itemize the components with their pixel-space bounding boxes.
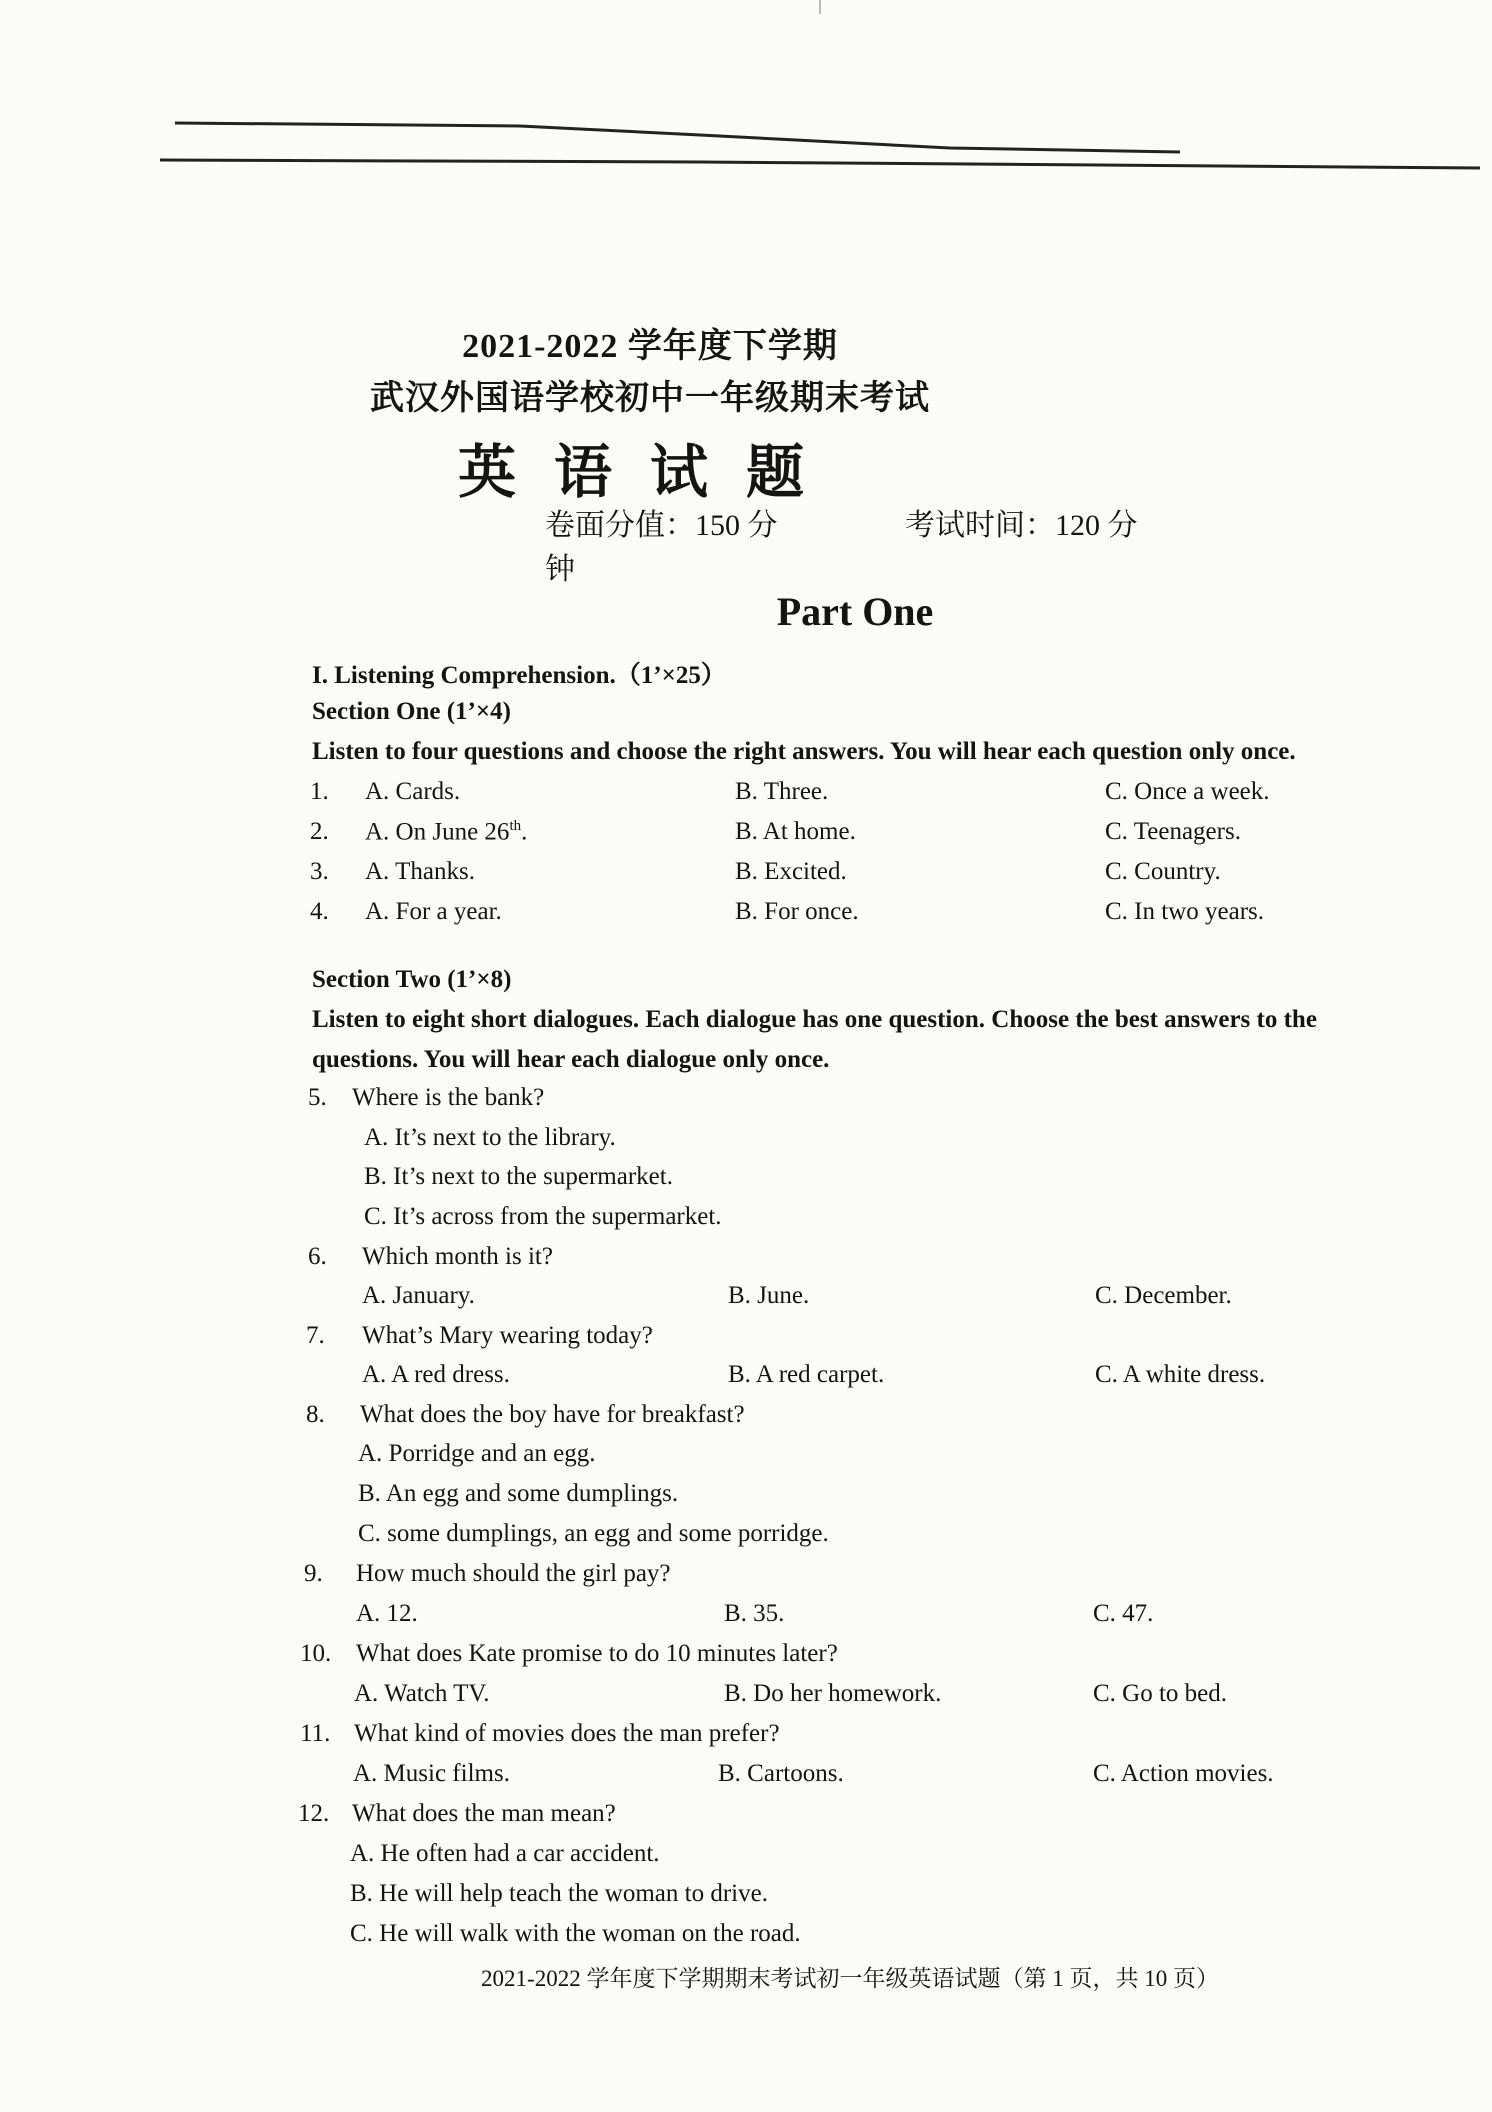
question-number: 10. [300,1640,332,1667]
option-a: A. Cards. [365,778,461,805]
option-b: B. At home. [735,818,856,845]
option-b: B. Three. [735,778,829,805]
page-footer: 2021-2022 学年度下学期期末考试初一年级英语试题（第 1 页，共 10 页） [481,1966,1219,1991]
question-number: 6. [308,1243,327,1270]
question-text: Where is the bank? [352,1084,545,1111]
option-a: A. A red dress. [362,1361,510,1388]
option-b: B. For once. [735,898,859,925]
option-c: C. Action movies. [1093,1760,1274,1787]
question-text: What does the boy have for breakfast? [360,1401,745,1428]
header-year-term: 2021-2022 学年度下学期 [462,328,838,365]
score-label: 卷面分值：150 分 [545,509,778,542]
question-text: What does Kate promise to do 10 minutes later? [356,1640,838,1667]
option-a: A. Porridge and an egg. [358,1440,596,1467]
option-c: C. some dumplings, an egg and some porridge. [358,1520,829,1547]
question-text: What kind of movies does the man prefer? [354,1720,780,1747]
option-a: A. Music films. [353,1760,510,1787]
option-a: A. January. [362,1282,475,1309]
option-c: C. 47. [1093,1600,1154,1627]
section-two-instruction-2: questions. You will hear each dialogue only once. [312,1046,830,1073]
option-b: B. Excited. [735,858,847,885]
question-number: 2. [310,818,329,845]
option-c: C. He will walk with the woman on the road. [350,1920,801,1947]
option-a: A. Watch TV. [354,1680,490,1707]
option-b: B. June. [728,1282,810,1309]
question-number: 8. [306,1401,325,1428]
scan-rule-lines [0,0,1492,200]
header-subject: 英语试题 [457,440,842,505]
question-text: Which month is it? [362,1243,553,1270]
option-c: C. It’s across from the supermarket. [364,1203,722,1230]
option-a: A. It’s next to the library. [364,1124,616,1151]
option-b: B. An egg and some dumplings. [358,1480,679,1507]
option-c: C. A white dress. [1095,1361,1266,1388]
question-text: How much should the girl pay? [356,1560,671,1587]
option-c: C. Teenagers. [1105,818,1241,845]
section-one-instruction: Listen to four questions and choose the right answers. You will hear each question only once. [312,738,1296,765]
section-two-instruction-1: Listen to eight short dialogues. Each dialogue has one question. Choose the best answers to the [312,1006,1317,1033]
option-b: B. Cartoons. [718,1760,844,1787]
option-c: C. Country. [1105,858,1221,885]
option-b: B. He will help teach the woman to drive. [350,1880,768,1907]
option-a: A. For a year. [365,898,502,925]
question-number: 12. [298,1800,330,1827]
question-number: 7. [306,1322,325,1349]
option-a: A. On June 26th. [365,818,528,846]
option-c: C. Once a week. [1105,778,1270,805]
section-two-title: Section Two (1’×8) [312,966,512,993]
option-c: C. December. [1095,1282,1232,1309]
header-meta [545,500,1145,588]
option-a: A. 12. [356,1600,418,1627]
question-number: 5. [308,1084,327,1111]
part-title: Part One [776,589,934,634]
section-heading: I. Listening Comprehension.（1’×25） [312,662,726,689]
option-b: B. A red carpet. [728,1361,885,1388]
question-text: What does the man mean? [352,1800,616,1827]
option-b: B. 35. [724,1600,785,1627]
question-number: 4. [310,898,329,925]
question-number: 9. [304,1560,323,1587]
option-c: C. In two years. [1105,898,1264,925]
header-exam-name: 武汉外国语学校初中一年级期末考试 [370,380,930,417]
question-text: What’s Mary wearing today? [362,1322,653,1349]
option-b: B. It’s next to the supermarket. [364,1163,673,1190]
section-one-title: Section One (1’×4) [312,698,511,725]
question-number: 3. [310,858,329,885]
question-number: 1. [310,778,329,805]
option-a: A. He often had a car accident. [350,1840,660,1867]
question-number: 11. [300,1720,331,1747]
option-a: A. Thanks. [365,858,475,885]
option-b: B. Do her homework. [724,1680,942,1707]
option-c: C. Go to bed. [1093,1680,1228,1707]
time-label: 考试时间：120 分钟 [545,509,1138,586]
